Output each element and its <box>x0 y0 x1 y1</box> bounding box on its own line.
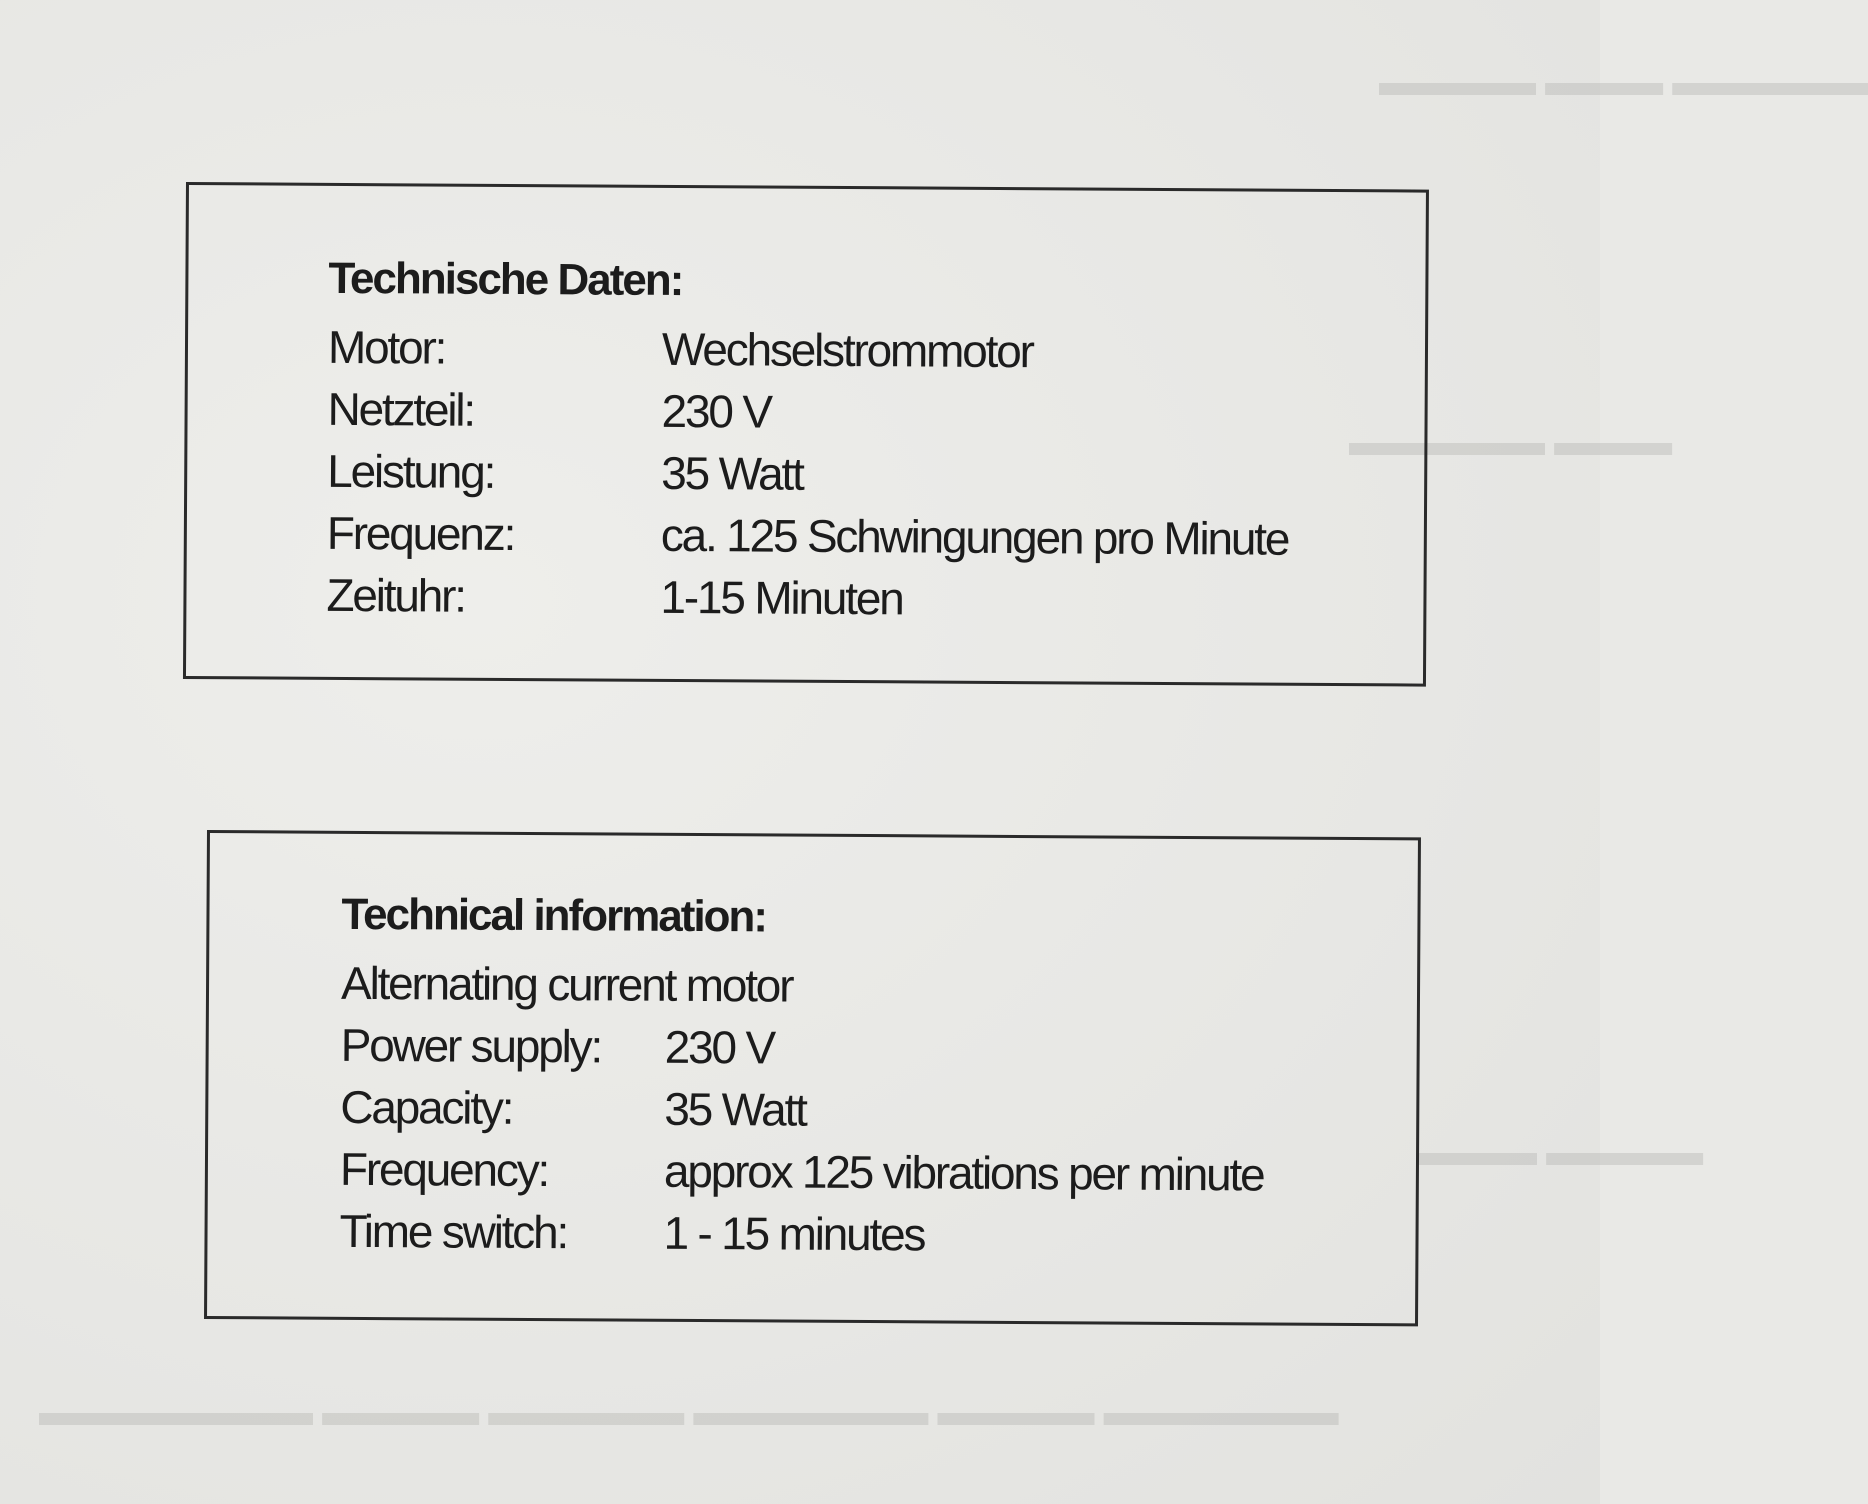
spec-row-zeituhr <box>326 564 1288 632</box>
english-spec-rows <box>339 952 1264 1268</box>
spec-row-frequency <box>340 1138 1264 1206</box>
spec-intro-line: Alternating current motor <box>340 956 793 1012</box>
bleed-through-texture: ▬▬▬ ▬▬▬▬▬ <box>1350 420 1673 464</box>
spec-row-time-switch <box>339 1200 1263 1268</box>
spec-label: Zeituhr: <box>326 568 465 622</box>
spec-value: Wechselstrommotor <box>661 322 1033 378</box>
spec-row-capacity <box>340 1076 1264 1144</box>
spec-label: Leistung: <box>327 444 495 498</box>
bleed-through-texture: ▬▬▬▬▬▬ ▬▬▬▬ ▬▬▬▬▬▬ ▬▬▬▬▬ ▬▬▬▬ ▬▬▬▬▬▬▬ <box>40 1390 1339 1434</box>
spec-value: 1 - 15 minutes <box>663 1206 925 1261</box>
english-spec-content <box>339 886 1265 1268</box>
spec-label: Motor: <box>327 320 446 374</box>
german-spec-heading: Technische Daten: <box>328 253 683 306</box>
spec-value: 230 V <box>664 1020 775 1074</box>
spec-value: 230 V <box>661 384 771 438</box>
spec-row-power-supply <box>341 1014 1265 1082</box>
spec-value: approx 125 vibrations per minute <box>663 1144 1264 1201</box>
german-spec-box <box>183 182 1429 687</box>
german-spec-content <box>326 250 1290 632</box>
spec-value: 1-15 Minuten <box>660 570 903 625</box>
spec-label: Power supply: <box>340 1018 602 1073</box>
spec-value: 35 Watt <box>661 446 803 500</box>
spec-row-motor <box>328 316 1290 384</box>
spec-value: ca. 125 Schwingungen pro Minute <box>660 508 1289 565</box>
spec-label: Netzteil: <box>327 382 475 436</box>
english-spec-heading: Technical information: <box>341 889 767 942</box>
spec-row-leistung <box>327 440 1289 508</box>
german-spec-rows <box>326 316 1289 632</box>
bleed-through-texture: ▬▬▬▬▬ ▬▬▬ ▬▬▬▬ <box>1380 60 1868 104</box>
english-spec-box <box>204 830 1421 1326</box>
spec-label: Frequency: <box>339 1142 549 1197</box>
spec-row-motor-type <box>341 952 1265 1020</box>
spec-label: Capacity: <box>340 1080 513 1134</box>
spec-value: 35 Watt <box>664 1082 806 1136</box>
spec-label: Time switch: <box>339 1204 568 1259</box>
bleed-through-texture: ▬▬▬▬ ▬▬▬ <box>1420 1130 1704 1174</box>
spec-label: Frequenz: <box>326 506 515 561</box>
spec-row-netzteil <box>327 378 1289 446</box>
spec-row-frequenz <box>327 502 1289 570</box>
